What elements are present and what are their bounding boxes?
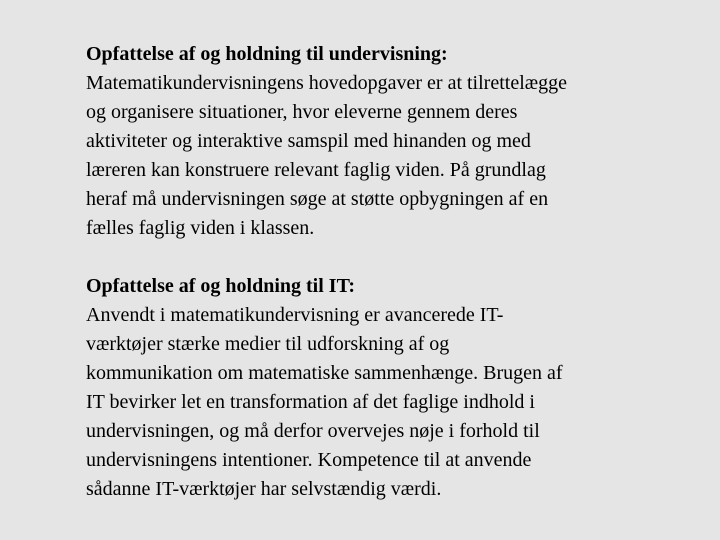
body-line: Anvendt i matematikundervisning er avancerede IT-: [86, 304, 504, 326]
body-line: sådanne IT-værktøjer har selvstændig værdi.: [86, 478, 442, 500]
body-line: heraf må undervisningen søge at støtte opbygningen af en: [86, 188, 549, 210]
slide-content: [86, 40, 686, 504]
body-line: læreren kan konstruere relevant faglig viden. På grundlag: [86, 159, 546, 181]
body-line: aktiviteter og interaktive samspil med hinanden og med: [86, 130, 531, 152]
section-heading: Opfattelse af og holdning til IT:: [86, 275, 356, 297]
body-line: IT bevirker let en transformation af det faglige indhold i: [86, 391, 535, 413]
body-line: værktøjer stærke medier til udforskning af og: [86, 333, 450, 355]
body-line: fælles faglig viden i klassen.: [86, 217, 315, 239]
body-line: kommunikation om matematiske sammenhænge. Brugen af: [86, 362, 563, 384]
body-line: undervisningens intentioner. Kompetence til at anvende: [86, 449, 532, 471]
section-teaching-view: [86, 40, 686, 243]
body-line: Matematikundervisningens hovedopgaver er at tilrettelægge: [86, 72, 567, 94]
body-line: og organisere situationer, hvor eleverne gennem deres: [86, 101, 518, 123]
body-line: undervisningen, og må derfor overvejes nøje i forhold til: [86, 420, 540, 442]
section-it-view: [86, 272, 686, 504]
section-heading: Opfattelse af og holdning til undervisning:: [86, 43, 448, 65]
